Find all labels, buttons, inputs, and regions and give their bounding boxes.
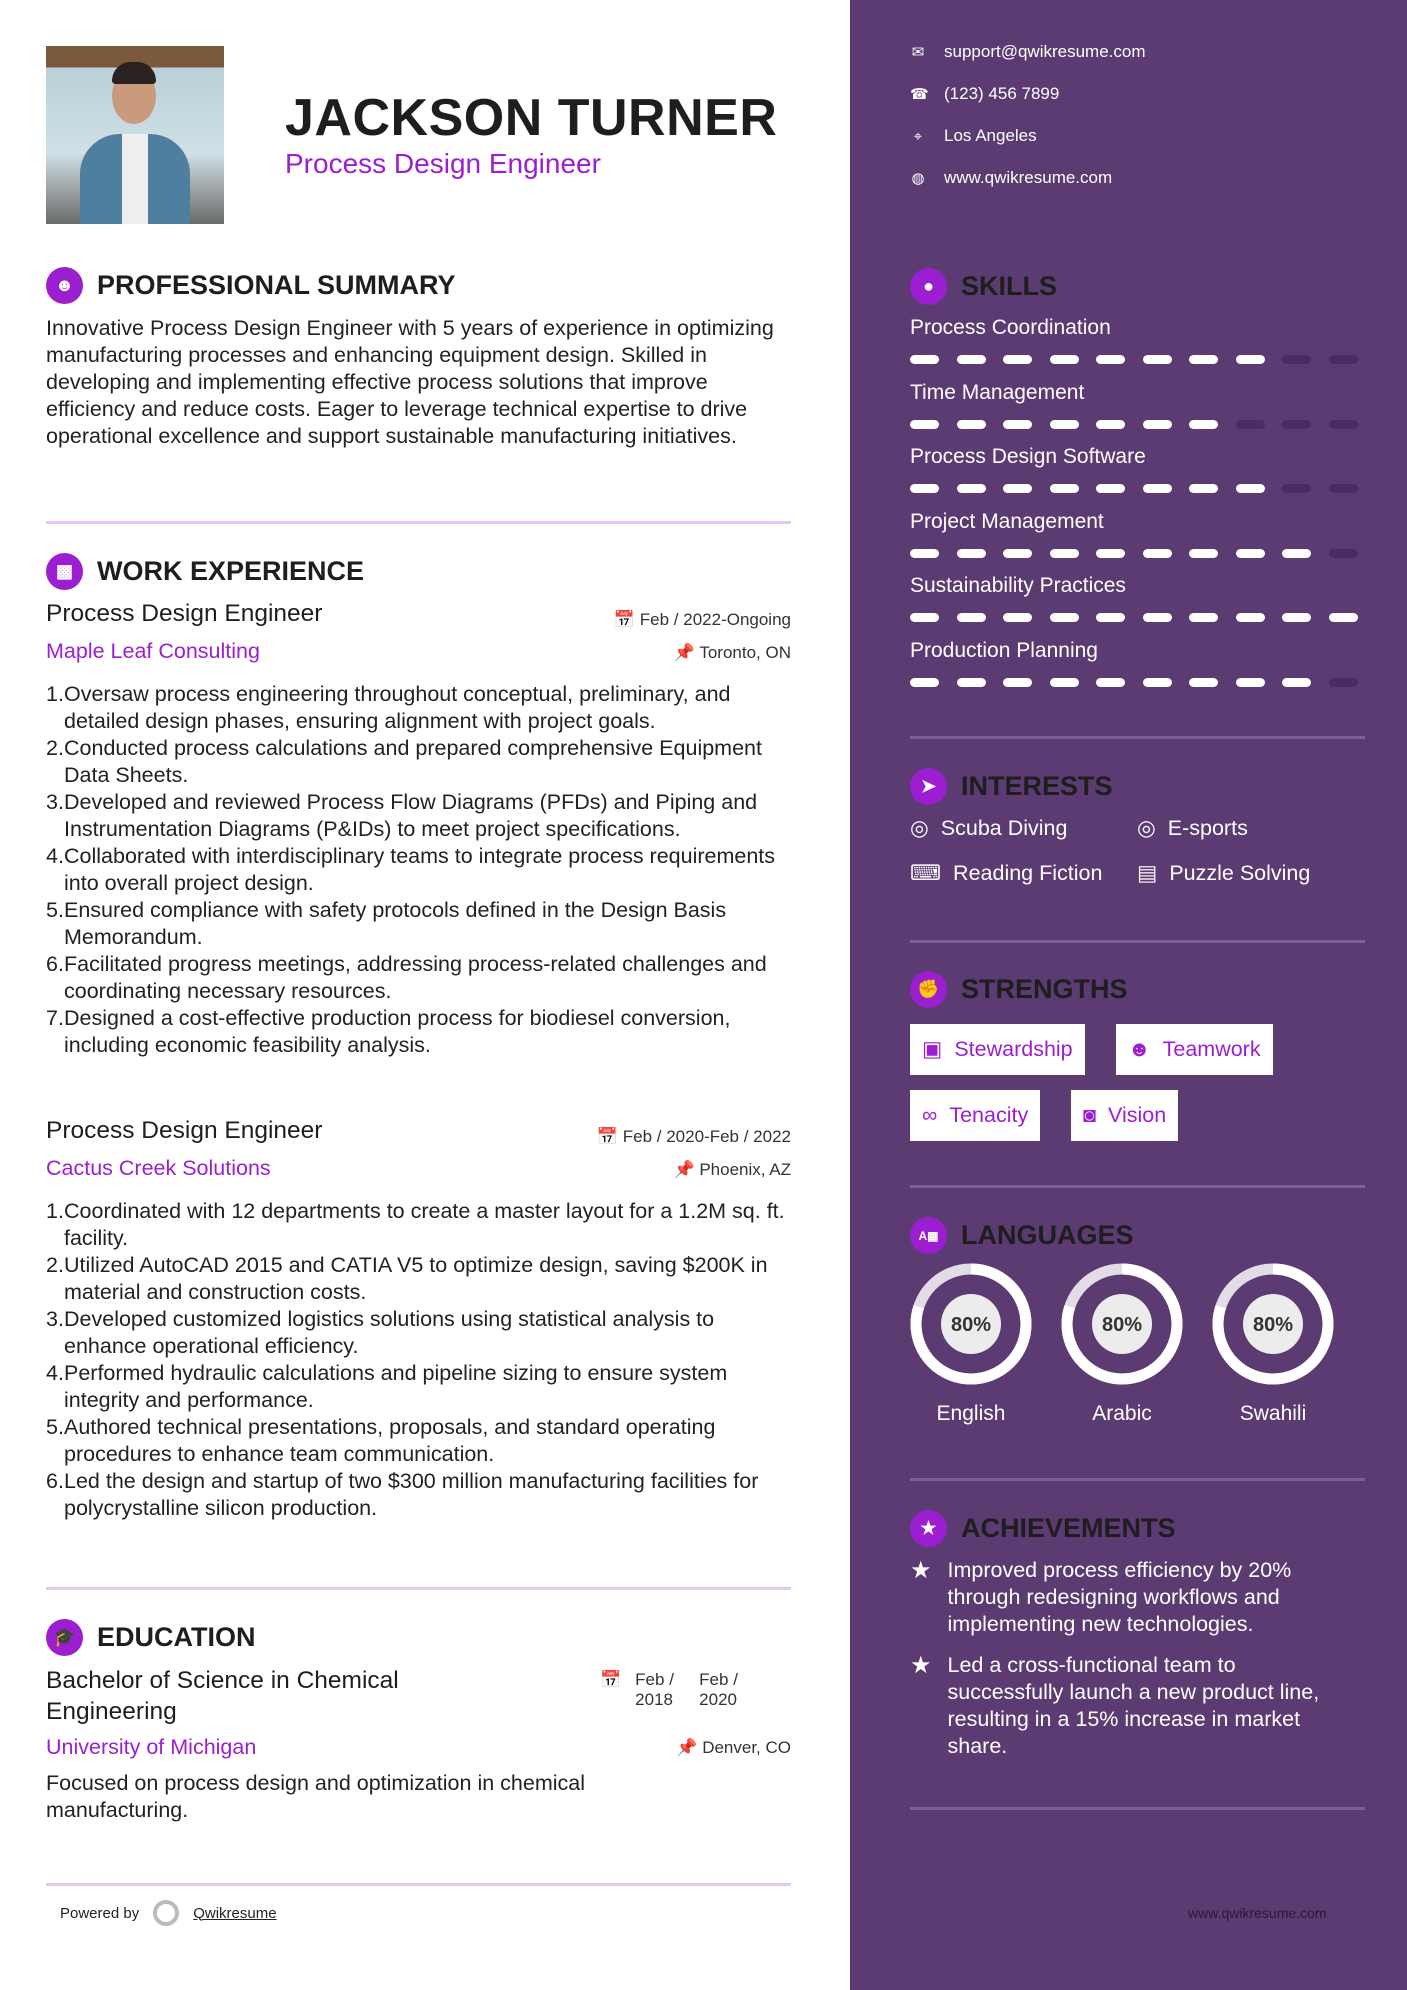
star-icon: ★ (910, 1652, 932, 1679)
item-text: Oversaw process engineering throughout conceptual, preliminary, and detailed design phases, ensuring alignment with project goals. (64, 682, 731, 733)
calendar-icon: 📅 (596, 1127, 623, 1146)
item-number: 1. (46, 1199, 64, 1223)
skills-heading (910, 268, 1057, 305)
qwikresume-logo-icon (153, 1900, 179, 1926)
summary-heading (46, 267, 456, 304)
item-text: Ensured compliance with safety protocols defined in the Design Basis Memorandum. (64, 898, 727, 949)
user-icon: ☻ (46, 267, 83, 304)
contact-text: www.qwikresume.com (944, 168, 1113, 187)
divider (910, 1185, 1365, 1188)
item-number: 6. (46, 1469, 64, 1493)
skill-level-bar (910, 549, 1358, 558)
skill-dash-empty (1282, 484, 1311, 493)
language-name: Arabic (1092, 1402, 1152, 1425)
list-item (46, 735, 796, 789)
skill-dash-filled (1282, 549, 1311, 558)
location-text: Phoenix, AZ (699, 1160, 791, 1179)
achievement-item (910, 1557, 1350, 1638)
contact-text: (123) 456 7899 (944, 84, 1060, 103)
heading-text: WORK EXPERIENCE (97, 556, 365, 586)
location-text: Toronto, ON (699, 643, 791, 662)
divider (46, 521, 791, 524)
skill-dash-filled (957, 484, 986, 493)
skill-dash-filled (1236, 678, 1265, 687)
life-ring-icon: ◎ (910, 816, 929, 840)
list-item (46, 681, 796, 735)
interest-label: Scuba Diving (940, 816, 1068, 840)
interest-item (910, 861, 1102, 886)
skill-level-bar (910, 484, 1358, 493)
language-progress-ring (1061, 1263, 1183, 1385)
interest-item (910, 816, 1067, 841)
skill-dash-empty (1329, 549, 1358, 558)
skill-dash-filled (1096, 678, 1125, 687)
footer-branding (60, 1900, 277, 1926)
strength-label: Tenacity (949, 1103, 1029, 1127)
skill-dash-filled (910, 484, 939, 493)
list-item (46, 1360, 796, 1414)
fist-icon: ✊ (910, 971, 947, 1008)
language-item (910, 1263, 1032, 1426)
binoculars-icon: ◙ (1083, 1103, 1096, 1127)
achievement-text: Led a cross-functional team to successfully launch a new product line, resulting in a 15% increase in market share. (947, 1653, 1320, 1758)
lightbulb-icon: ● (910, 268, 947, 305)
pin-icon: 📌 (673, 643, 700, 662)
skill-dash-filled (1143, 613, 1172, 622)
divider (910, 736, 1365, 739)
dates-text: Feb / 2020-Feb / 2022 (622, 1127, 791, 1146)
end-date: Feb / 2020 (699, 1670, 738, 1709)
location-text: Denver, CO (702, 1738, 791, 1757)
skill-dash-filled (1282, 678, 1311, 687)
achievement-item (910, 1652, 1350, 1760)
calendar-icon: 📅 (600, 1670, 622, 1689)
skill-dash-filled (1143, 484, 1172, 493)
divider (46, 1587, 791, 1590)
item-number: 2. (46, 736, 64, 760)
skill-level-bar (910, 613, 1358, 622)
interests-heading (910, 768, 1113, 805)
list-item (46, 1005, 796, 1059)
contact-item[interactable] (910, 126, 1037, 146)
item-text: Led the design and startup of two $300 million manufacturing facilities for polycrystalline silicon production. (64, 1469, 759, 1520)
skill-dash-filled (1189, 355, 1218, 364)
divider (46, 1883, 791, 1886)
skill-dash-filled (1003, 484, 1032, 493)
list-item (46, 951, 796, 1005)
item-text: Authored technical presentations, proposals, and standard operating procedures to enhance team communication. (64, 1415, 716, 1466)
skill-name: Process Design Software (910, 445, 1146, 468)
item-number: 3. (46, 1307, 64, 1331)
divider (910, 1807, 1365, 1810)
dates-text: Feb / 2022-Ongoing (639, 610, 791, 629)
job-dates (491, 610, 791, 630)
pin-icon: 📌 (676, 1738, 703, 1757)
strength-badge (910, 1090, 1040, 1141)
education-dates (600, 1670, 749, 1710)
item-number: 5. (46, 1415, 64, 1439)
divider (910, 940, 1365, 943)
skill-dash-filled (1189, 678, 1218, 687)
candidate-name: JACKSON TURNER (285, 89, 778, 147)
skill-dash-filled (1282, 613, 1311, 622)
summary-text: Innovative Process Design Engineer with 5 years of experience in optimizing manufacturing processes and enhancing equipment design. Skilled in developing and implementing effective process solutions that improve efficiency and reduce costs. Eager to leverage technical expertise to drive operational excellence and support sustainable manufacturing initiatives. (46, 316, 774, 448)
skill-name: Production Planning (910, 638, 1098, 662)
job-dates (491, 1127, 791, 1147)
skill-dash-filled (1003, 549, 1032, 558)
language-percent: 80% (1101, 1314, 1143, 1336)
skill-dash-filled (1189, 613, 1218, 622)
list-item (46, 897, 796, 951)
skill-dash-filled (1143, 420, 1172, 429)
strength-label: Teamwork (1162, 1037, 1261, 1061)
item-number: 7. (46, 1006, 64, 1030)
skill-dash-filled (1096, 420, 1125, 429)
skill-dash-filled (1189, 484, 1218, 493)
skill-dash-filled (1236, 355, 1265, 364)
skill-name: Time Management (910, 380, 1085, 404)
skill-dash-filled (1143, 355, 1172, 364)
item-text: Utilized AutoCAD 2015 and CATIA V5 to optimize design, saving $200K in material and construction costs. (64, 1253, 768, 1304)
list-item (46, 1198, 796, 1252)
skill-dash-filled (1050, 355, 1079, 364)
education-heading (46, 1619, 256, 1656)
list-item (46, 843, 796, 897)
company-name: Cactus Creek Solutions (46, 1156, 271, 1180)
contact-item[interactable] (910, 42, 1146, 62)
interest-item (1137, 816, 1248, 841)
qwikresume-link[interactable]: Qwikresume (193, 1904, 277, 1922)
heading-text: SKILLS (961, 271, 1058, 301)
language-progress-ring (1212, 1263, 1334, 1385)
achievement-text: Improved process efficiency by 20% through redesigning workflows and implementing new technologies. (947, 1558, 1292, 1636)
candidate-title: Process Design Engineer (285, 148, 601, 179)
skill-name: Sustainability Practices (910, 574, 1126, 597)
job-location (491, 1160, 791, 1180)
skill-dash-filled (1096, 549, 1125, 558)
job-location (491, 643, 791, 663)
strength-badge (1071, 1090, 1178, 1141)
language-percent: 80% (1252, 1314, 1294, 1336)
chair-icon: ▩ (46, 553, 83, 590)
contact-item[interactable] (910, 168, 1112, 188)
list-item (46, 1414, 796, 1468)
skill-dash-filled (957, 678, 986, 687)
item-text: Facilitated progress meetings, addressing process-related challenges and coordinating necessary resources. (64, 952, 767, 1003)
item-number: 2. (46, 1253, 64, 1277)
divider (910, 1478, 1365, 1481)
strength-badge (1116, 1024, 1273, 1075)
skill-dash-empty (1329, 678, 1358, 687)
skill-dash-filled (957, 613, 986, 622)
skill-dash-filled (1050, 420, 1079, 429)
skill-dash-filled (910, 355, 939, 364)
paper-plane-icon: ➤ (910, 768, 947, 805)
skill-dash-empty (1329, 355, 1358, 364)
life-ring-icon: ◎ (1137, 816, 1156, 840)
item-text: Designed a cost-effective production process for biodiesel conversion, including economic feasibility analysis. (64, 1006, 731, 1057)
item-text: Performed hydraulic calculations and pipeline sizing to ensure system integrity and performance. (64, 1361, 728, 1412)
strength-label: Stewardship (954, 1037, 1073, 1061)
skill-dash-filled (910, 420, 939, 429)
skill-dash-empty (1329, 484, 1358, 493)
education-location (491, 1738, 791, 1758)
item-text: Conducted process calculations and prepared comprehensive Equipment Data Sheets. (64, 736, 762, 787)
skill-dash-filled (1236, 613, 1265, 622)
skill-dash-filled (1003, 355, 1032, 364)
gamepad-icon: ⌨ (910, 861, 942, 885)
star-icon: ★ (910, 1557, 932, 1584)
heading-text: INTERESTS (961, 771, 1113, 801)
skill-dash-filled (910, 613, 939, 622)
translate-icon: A▦ (910, 1217, 947, 1254)
skill-level-bar (910, 420, 1358, 429)
heading-text: LANGUAGES (961, 1220, 1134, 1250)
skill-dash-filled (910, 549, 939, 558)
users-icon: ☻ (1128, 1037, 1151, 1061)
list-item (46, 789, 796, 843)
item-text: Developed customized logistics solutions using statistical analysis to enhance operational efficiency. (64, 1307, 715, 1358)
work-heading (46, 553, 364, 590)
envelope-icon: ✉ (911, 44, 925, 61)
skill-dash-filled (1189, 549, 1218, 558)
calendar-icon: 📅 (613, 610, 640, 629)
skill-level-bar (910, 678, 1358, 687)
skill-dash-filled (957, 355, 986, 364)
skill-dash-empty (1282, 420, 1311, 429)
language-percent: 80% (950, 1314, 992, 1336)
heading-text: ACHIEVEMENTS (961, 1513, 1176, 1543)
skill-dash-filled (1236, 484, 1265, 493)
phone-icon: ☎ (910, 86, 929, 103)
briefcase-icon: ▣ (922, 1037, 943, 1061)
skill-level-bar (910, 355, 1358, 364)
item-number: 5. (46, 898, 64, 922)
item-number: 4. (46, 1361, 64, 1385)
skill-dash-empty (1236, 420, 1265, 429)
interest-label: E-sports (1167, 816, 1248, 840)
skill-dash-filled (1050, 678, 1079, 687)
skill-dash-filled (1003, 678, 1032, 687)
skill-dash-filled (1050, 549, 1079, 558)
item-text: Coordinated with 12 departments to create a master layout for a 1.2M sq. ft. facility. (64, 1199, 785, 1250)
skill-dash-filled (1189, 420, 1218, 429)
company-name: Maple Leaf Consulting (46, 639, 260, 663)
interest-label: Reading Fiction (953, 861, 1103, 885)
skill-name: Process Coordination (910, 316, 1111, 339)
skill-dash-empty (1282, 355, 1311, 364)
job-duties (46, 1198, 796, 1522)
contact-text: Los Angeles (944, 126, 1037, 145)
profile-photo (46, 46, 224, 224)
skill-dash-filled (1236, 549, 1265, 558)
skill-dash-filled (1050, 613, 1079, 622)
item-text: Collaborated with interdisciplinary teams to integrate process requirements into overall project design. (64, 844, 776, 895)
language-item (1061, 1263, 1183, 1426)
skill-dash-filled (957, 420, 986, 429)
achievements-heading (910, 1510, 1176, 1547)
strengths-heading (910, 971, 1128, 1008)
education-description: Focused on process design and optimization in chemical manufacturing. (46, 1771, 585, 1822)
list-item (46, 1468, 796, 1522)
skill-dash-filled (1143, 549, 1172, 558)
strength-badge (910, 1024, 1085, 1075)
skill-name: Project Management (910, 509, 1104, 533)
skill-dash-filled (1003, 613, 1032, 622)
item-number: 3. (46, 790, 64, 814)
contact-item[interactable] (910, 84, 1059, 104)
skill-dash-filled (1096, 613, 1125, 622)
school-name: University of Michigan (46, 1735, 257, 1759)
contact-text: support@qwikresume.com (944, 42, 1146, 61)
item-text: Developed and reviewed Process Flow Diagrams (PFDs) and Piping and Instrumentation Diagrams (P&IDs) to meet project specifications. (64, 790, 758, 841)
degree: Bachelor of Science in Chemical Engineering (46, 1667, 399, 1725)
footer-url: www.qwikresume.com (1188, 1905, 1327, 1921)
language-name: English (936, 1402, 1006, 1425)
book-icon: ▤ (1137, 861, 1158, 885)
language-name: Swahili (1239, 1402, 1307, 1425)
interest-item (1137, 861, 1310, 886)
list-item (46, 1252, 796, 1306)
item-number: 4. (46, 844, 64, 868)
interest-label: Puzzle Solving (1169, 861, 1311, 885)
skill-dash-filled (1096, 355, 1125, 364)
list-item (46, 1306, 796, 1360)
item-number: 1. (46, 682, 64, 706)
skill-dash-filled (910, 678, 939, 687)
skill-dash-filled (1003, 420, 1032, 429)
start-date: Feb / 2018 (635, 1670, 674, 1709)
strength-label: Vision (1108, 1103, 1167, 1127)
job-duties (46, 681, 796, 1059)
job-title: Process Design Engineer (46, 1117, 323, 1144)
skill-dash-empty (1329, 420, 1358, 429)
language-progress-ring (910, 1263, 1032, 1385)
job-title: Process Design Engineer (46, 600, 323, 627)
skill-dash-filled (1096, 484, 1125, 493)
skill-dash-filled (1143, 678, 1172, 687)
globe-icon: ◍ (911, 170, 925, 187)
skill-dash-filled (1050, 484, 1079, 493)
map-marker-icon: ⌖ (913, 127, 923, 145)
heading-text: PROFESSIONAL SUMMARY (97, 270, 456, 300)
pin-icon: 📌 (673, 1160, 700, 1179)
item-number: 6. (46, 952, 64, 976)
powered-by-text: Powered by (60, 1904, 140, 1922)
link-icon: ∞ (922, 1103, 938, 1127)
languages-heading (910, 1217, 1134, 1254)
skill-dash-filled (957, 549, 986, 558)
language-item (1212, 1263, 1334, 1426)
star-badge-icon: ★ (910, 1510, 947, 1547)
heading-text: STRENGTHS (961, 974, 1128, 1004)
skill-dash-filled (1329, 613, 1358, 622)
heading-text: EDUCATION (97, 1622, 256, 1652)
graduation-cap-icon: 🎓 (46, 1619, 83, 1656)
